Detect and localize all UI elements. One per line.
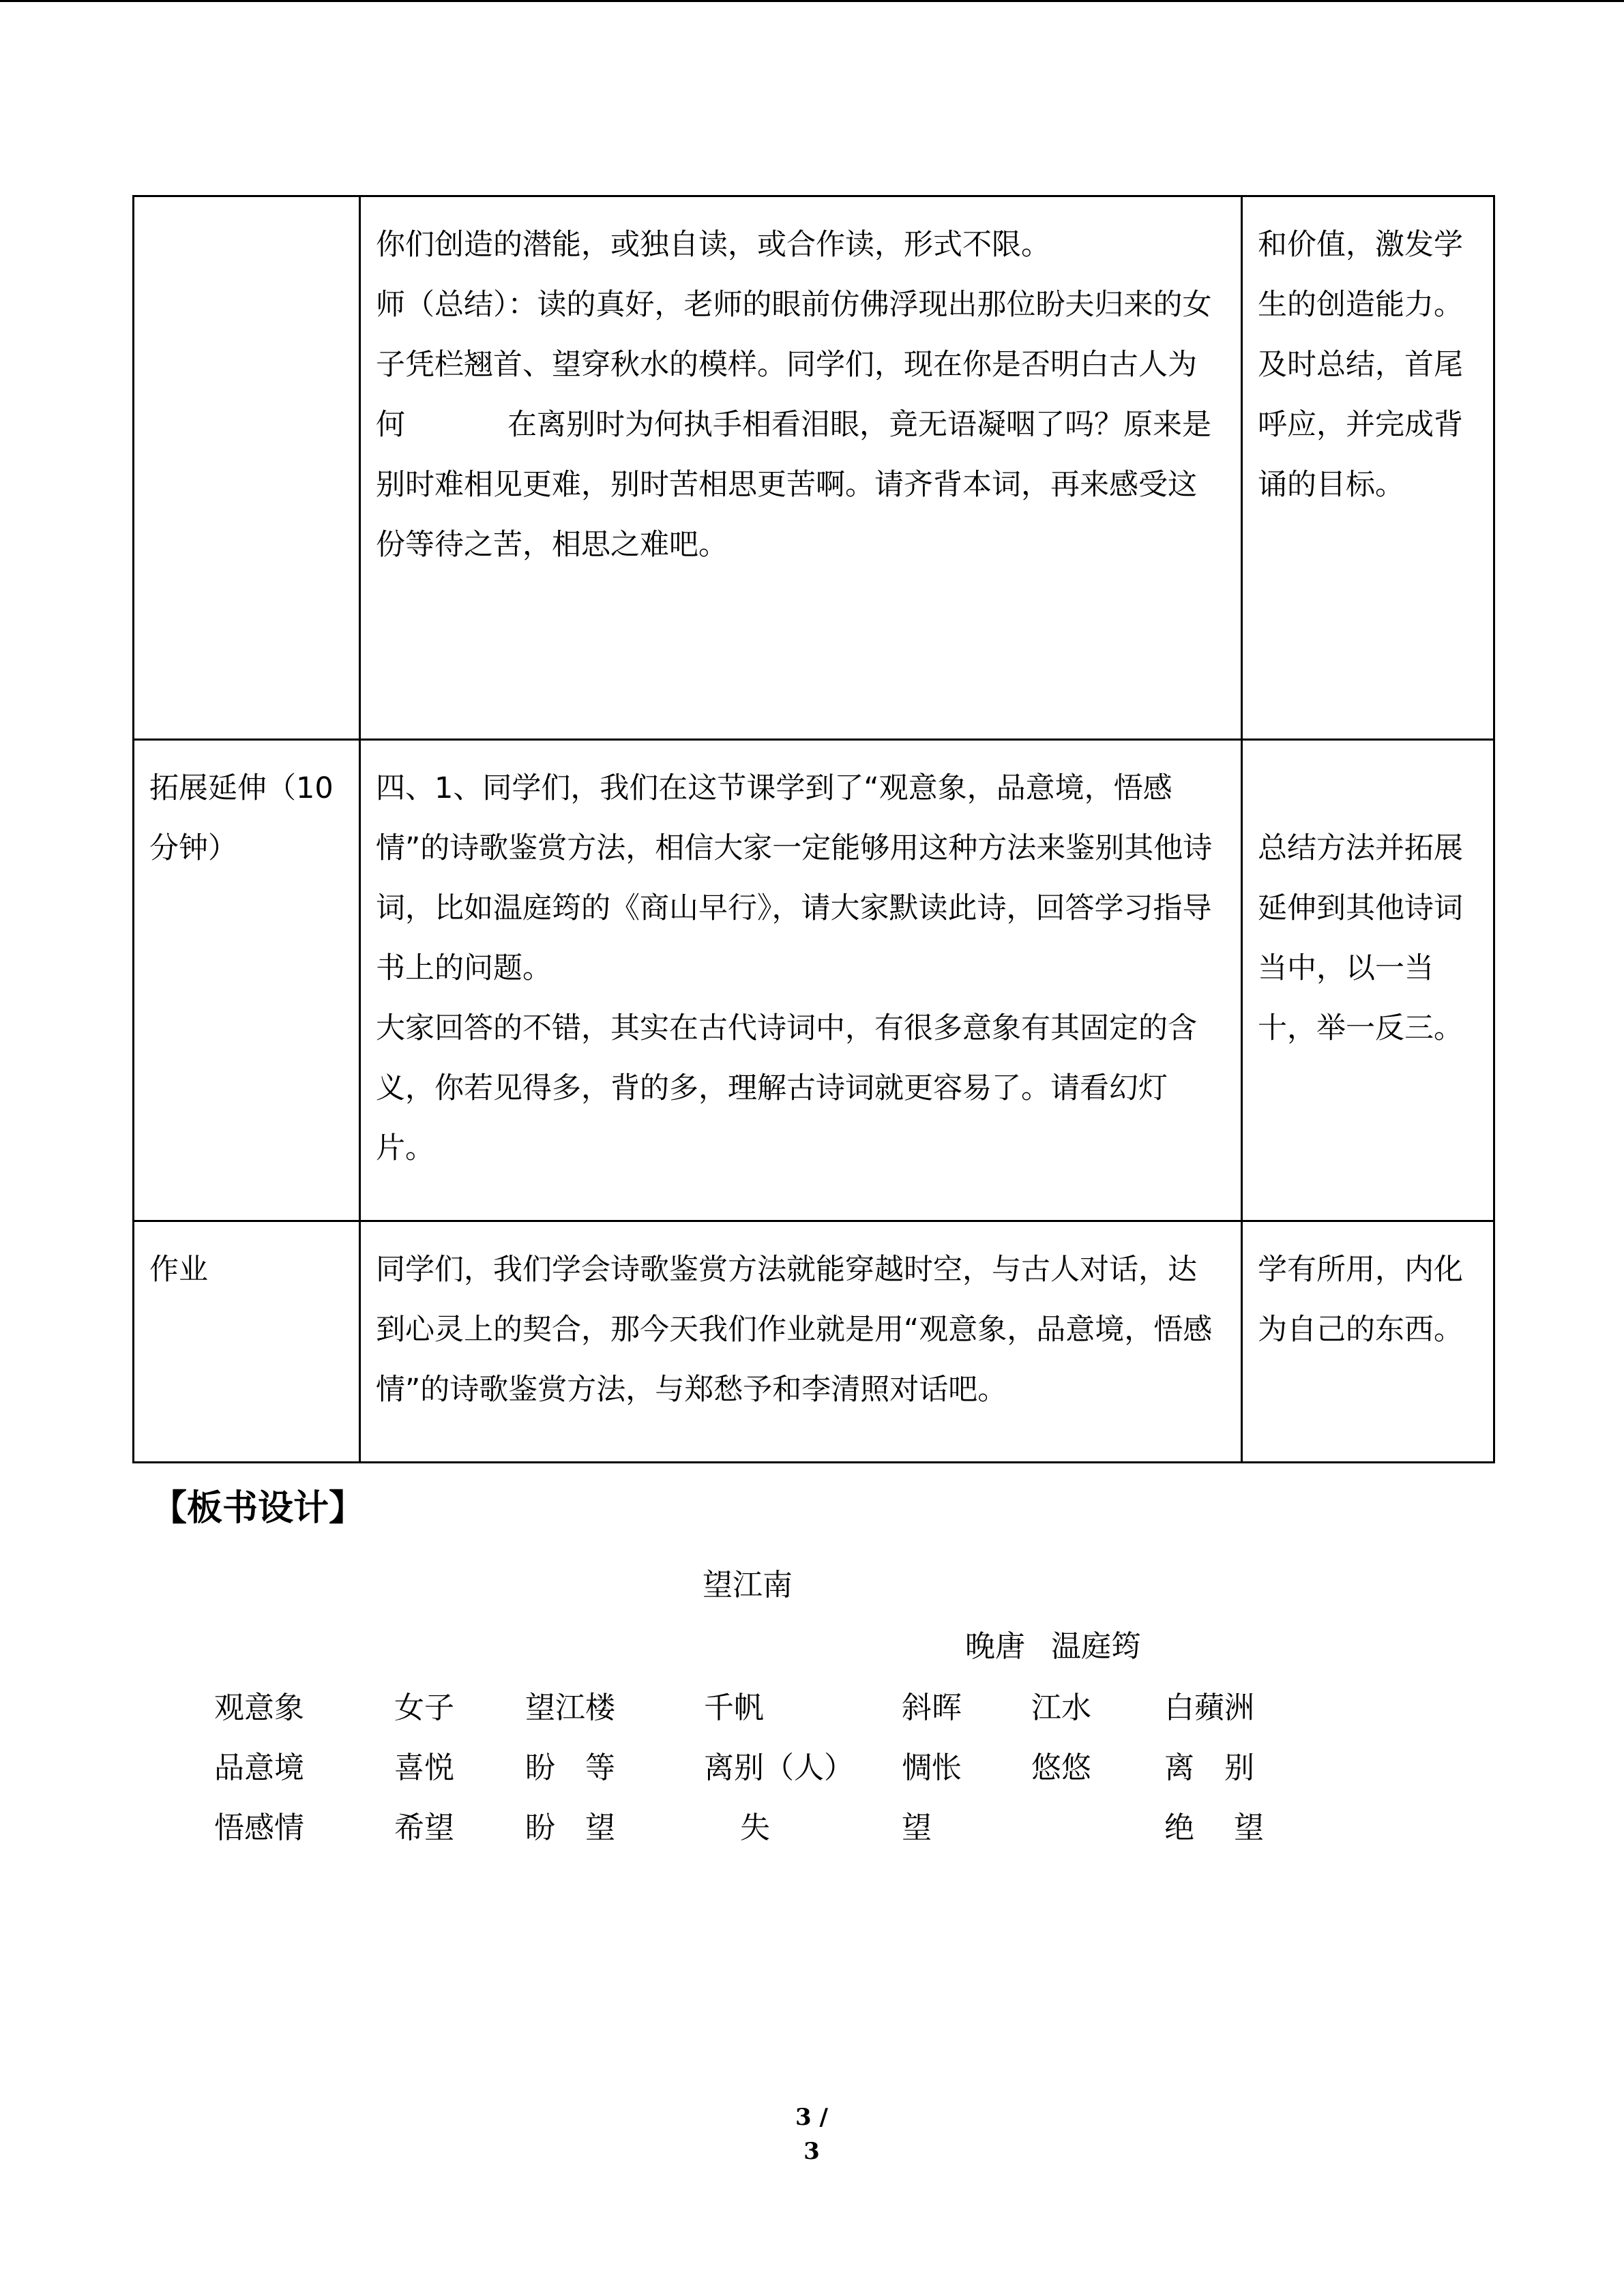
board-cell: 悠悠 — [1031, 1750, 1091, 1785]
paragraph: 大家回答的不错，其实在古代诗词中，有很多意象有其固定的含义，你若见得多，背的多，理解古诗词就更容易了。请看幻灯片。 — [376, 1011, 1197, 1165]
board-cell: 江水 — [1031, 1690, 1091, 1725]
board-design-heading: 【板书设计】 — [151, 1488, 365, 1529]
board-row-label: 观意象 — [214, 1690, 304, 1725]
stage-cell: 拓展延伸（10分钟） — [134, 740, 360, 1221]
board-row-label: 悟感情 — [214, 1810, 304, 1845]
table-row — [134, 1221, 1494, 1463]
content-cell — [360, 196, 1242, 740]
board-row — [0, 1804, 1624, 1852]
board-row-label: 品意境 — [214, 1750, 304, 1785]
author-name: 温庭筠 — [1051, 1629, 1141, 1664]
paragraph: 学有所用，内化为自己的东西。 — [1258, 1253, 1463, 1347]
poem-title: 望江南 — [703, 1568, 793, 1602]
board-cell: 离 别 — [1164, 1750, 1254, 1785]
content-cell — [360, 1221, 1242, 1463]
paragraph: 同学们，我们学会诗歌鉴赏方法就能穿越时空，与古人对话，达到心灵上的契合，那今天我们作业就是用“观意象，品意境，悟感情”的诗歌鉴赏方法，与郑愁予和李清照对话吧。 — [376, 1253, 1213, 1407]
stage-cell: 作业 — [134, 1221, 360, 1463]
board-cell: 白蘋洲 — [1164, 1690, 1254, 1725]
lesson-plan-table — [132, 195, 1495, 1463]
stage-cell — [134, 196, 360, 740]
paragraph: 师（总结）：读的真好，老师的眼前仿佛浮现出那位盼夫归来的女子凭栏翘首、望穿秋水的模样。同学们，现在你是否明白古人为何 — [376, 288, 1212, 442]
table-row — [134, 740, 1494, 1221]
board-cell: 女子 — [394, 1690, 454, 1725]
board-cell: 斜晖 — [902, 1690, 962, 1725]
board-cell: 失 — [740, 1810, 770, 1845]
board-cell: 望江楼 — [525, 1690, 615, 1725]
top-rule — [0, 0, 1624, 2]
paragraph: 在离别时为何执手相看泪眼，竟无语凝咽了吗？原来是别时难相见更难，别时苦相思更苦啊。请齐背本词，再来感受这份等待之苦，相思之难吧。 — [376, 408, 1211, 562]
paragraph: 及时总结，首尾呼应，并完成背诵的目标。 — [1258, 348, 1463, 502]
paragraph: 和价值，激发学生的创造能力。 — [1258, 228, 1463, 322]
table-row — [134, 196, 1494, 740]
intent-cell — [1242, 196, 1494, 740]
paragraph: 你们创造的潜能，或独自读，或合作读，形式不限。 — [376, 228, 1050, 262]
board-row — [0, 1744, 1624, 1792]
board-cell: 盼 等 — [525, 1750, 615, 1785]
board-cell: 绝 望 — [1164, 1810, 1264, 1845]
board-cell: 喜悦 — [394, 1750, 454, 1785]
board-cell: 惆怅 — [902, 1750, 962, 1785]
poem-author — [965, 1623, 1141, 1671]
intent-cell — [1242, 740, 1494, 1221]
board-cell: 望 — [902, 1810, 932, 1845]
page-number: 3 / 3 — [795, 2104, 828, 2165]
board-row — [0, 1684, 1624, 1732]
paragraph: 四、1、同学们，我们在这节课学到了“观意象，品意境，悟感情”的诗歌鉴赏方法，相信大家一定能够用这种方法来鉴别其他诗词，比如温庭筠的《商山早行》，请大家默读此诗，回答学习指导书上的问题。 — [376, 771, 1213, 985]
paragraph: 总结方法并拓展延伸到其他诗词当中，以一当十，举一反三。 — [1258, 831, 1463, 1045]
board-cell: 希望 — [394, 1810, 454, 1845]
board-cell: 盼 望 — [525, 1810, 615, 1845]
board-cell: 离别（人） — [704, 1750, 854, 1785]
author-era: 晚唐 — [965, 1629, 1025, 1664]
intent-cell — [1242, 1221, 1494, 1463]
content-cell — [360, 740, 1242, 1221]
board-cell: 千帆 — [704, 1690, 764, 1725]
